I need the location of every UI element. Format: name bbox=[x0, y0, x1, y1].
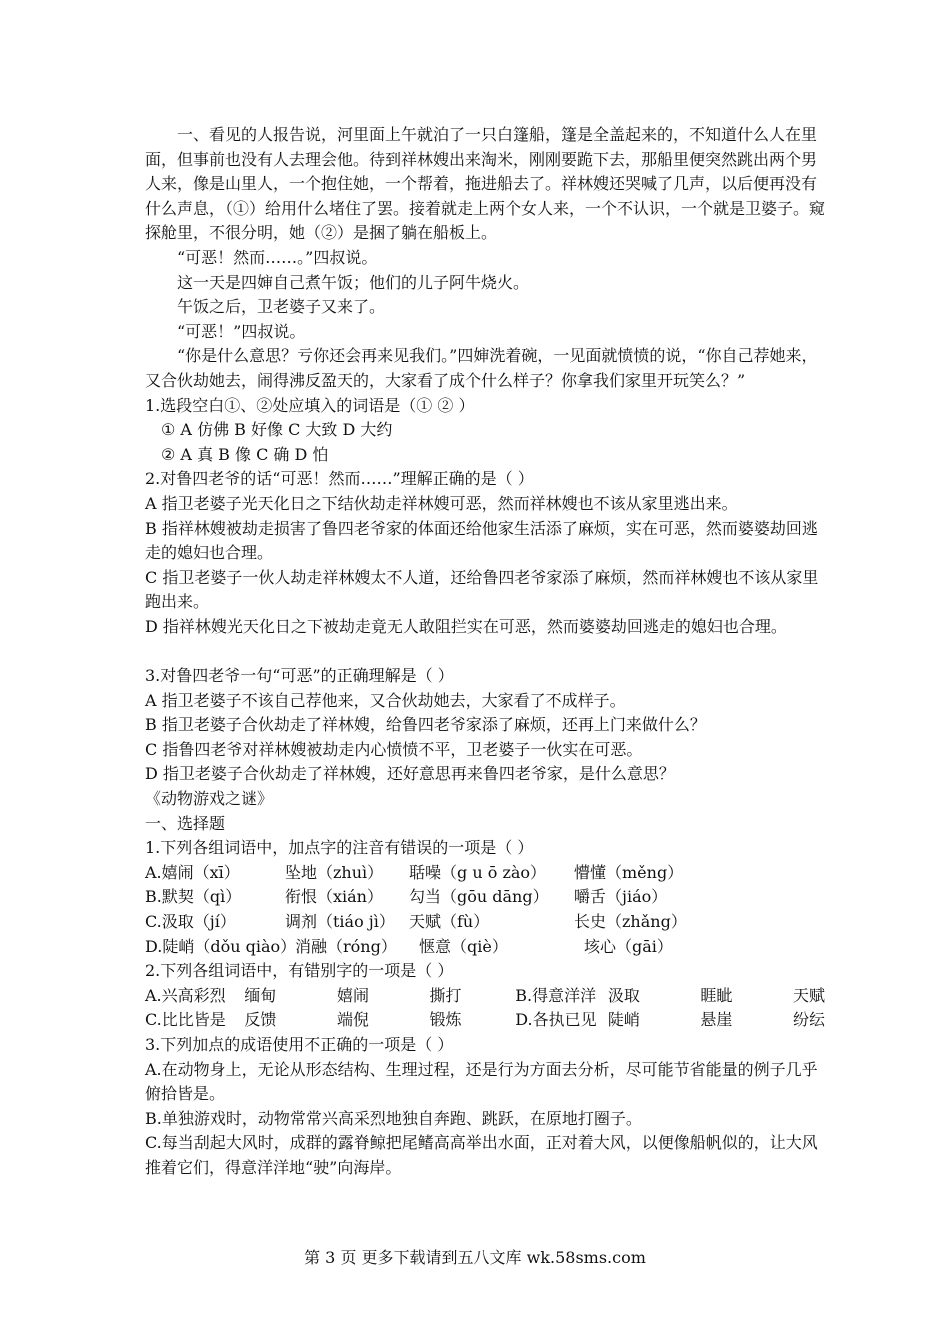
section-2-heading: 一、选择题 bbox=[145, 813, 226, 833]
pinyin-cell: A.嬉闹（xī） bbox=[145, 862, 240, 882]
word-cell: 汲取 bbox=[607, 985, 640, 1005]
pinyin-option-row bbox=[145, 935, 825, 960]
word-cell: 纷纭 bbox=[792, 1010, 825, 1030]
section-2-question-3-option-a: A.在动物身上，无论从形态结构、生理过程，还是行为方面去分析，尽可能节省能量的例子几乎俯拾皆是。 bbox=[145, 1059, 818, 1104]
question-2-option-c: C 指卫老婆子一伙人劫走祥林嫂太不人道，还给鲁四老爷家添了麻烦，然而祥林嫂也不该从家里跑出来。 bbox=[145, 567, 819, 612]
pinyin-cell: 嚼舌（jiáo） bbox=[574, 887, 668, 907]
section-2-question-3-option-b: B.单独游戏时，动物常常兴高采烈地独自奔跑、跳跃，在原地打圈子。 bbox=[145, 1108, 642, 1128]
question-2-option-d: D 指祥林嫂光天化日之下被劫走竟无人敢阻拦实在可恶，然而婆婆劫回逃走的媳妇也合理。 bbox=[145, 616, 787, 636]
pinyin-cell: 聒噪（g u ō zào） bbox=[409, 862, 547, 882]
pinyin-cell: B.默契（qì） bbox=[145, 887, 242, 907]
pinyin-cell: 垓心（gāi） bbox=[584, 936, 673, 956]
word-cell: 反馈 bbox=[244, 1010, 277, 1030]
section-2-title: 《动物游戏之谜》 bbox=[145, 789, 274, 809]
word-option-row bbox=[145, 984, 825, 1009]
word-cell: 陡峭 bbox=[607, 1010, 640, 1030]
word-cell: 天赋 bbox=[792, 985, 825, 1005]
passage-paragraph-2: “可恶！然而……。”四叔说。 bbox=[177, 247, 378, 267]
word-cell: 缅甸 bbox=[244, 985, 277, 1005]
word-cell: 悬崖 bbox=[700, 1010, 733, 1030]
question-3-option-c: C 指鲁四老爷对祥林嫂被劫走内心愤愤不平，卫老婆子一伙实在可恶。 bbox=[145, 739, 643, 759]
pinyin-cell: D.陡峭（dǒu qiào） bbox=[145, 936, 297, 956]
word-cell: 睚眦 bbox=[700, 985, 733, 1005]
pinyin-cell: 衔恨（xián） bbox=[285, 887, 383, 907]
word-cell: B.得意洋洋 bbox=[515, 985, 597, 1005]
passage-paragraph-1: 一、看见的人报告说，河里面上午就泊了一只白篷船，篷是全盖起来的，不知道什么人在里面，但事前也没有人去理会他。待到祥林嫂出来淘米，刚刚要跪下去，那船里便突然跳出两个男人来，像是山里人，一个抱住她，一个帮着，拖进船去了。祥林嫂还哭喊了几声，以后便再没有什么声息，（①）给用什么堵住了罢。接着就走上两个女人来，一个不认识，一个就是卫婆子。窥探舱里，不很分明，她（②）是捆了躺在船板上。 bbox=[145, 125, 826, 243]
passage-paragraph-4: 午饭之后，卫老婆子又来了。 bbox=[177, 297, 386, 317]
passage-paragraph-3: 这一天是四婶自己煮午饭；他们的儿子阿牛烧火。 bbox=[177, 272, 530, 292]
document-body bbox=[145, 123, 825, 1181]
pinyin-cell: 消融（róng） bbox=[295, 936, 397, 956]
section-2-question-1-stem: 1.下列各组词语中，加点字的注音有错误的一项是（ ） bbox=[145, 838, 534, 858]
section-2-question-3-stem: 3.下列加点的成语使用不正确的一项是（ ） bbox=[145, 1034, 454, 1054]
spacer bbox=[145, 639, 825, 664]
pinyin-cell: 惬意（qiè） bbox=[419, 936, 508, 956]
section-2-question-2-stem: 2.下列各组词语中，有错别字的一项是（ ） bbox=[145, 961, 454, 981]
pinyin-cell: 坠地（zhuì） bbox=[285, 862, 384, 882]
question-3-option-a: A 指卫老婆子不该自己荐他来，又合伙劫她去，大家看了不成样子。 bbox=[145, 690, 626, 710]
pinyin-cell: 勾当（gōu dāng） bbox=[409, 887, 549, 907]
section-2-question-3-option-c: C.每当刮起大风时，成群的露脊鲸把尾鳍高高举出水面，正对着大风，以便像船帆似的，让大风推着它们，得意洋洋地“驶”向海岸。 bbox=[145, 1133, 818, 1177]
question-2-option-a: A 指卫老婆子光天化日之下结伙劫走祥林嫂可恶，然而祥林嫂也不该从家里逃出来。 bbox=[145, 493, 738, 513]
pinyin-cell: 天赋（fù） bbox=[409, 912, 490, 931]
word-cell: D.各执已见 bbox=[515, 1010, 597, 1030]
question-3-option-b: B 指卫老婆子合伙劫走了祥林嫂，给鲁四老爷家添了麻烦，还再上门来做什么？ bbox=[145, 715, 706, 735]
question-3-stem: 3.对鲁四老爷一句“可恶”的正确理解是（ ） bbox=[145, 666, 454, 686]
pinyin-cell: 懵懂（měng） bbox=[574, 862, 684, 882]
question-3-option-d: D 指卫老婆子合伙劫走了祥林嫂，还好意思再来鲁四老爷家，是什么意思？ bbox=[145, 764, 675, 784]
passage-paragraph-5: “可恶！”四叔说。 bbox=[177, 321, 306, 341]
question-1-options-2: ② A 真 B 像 C 确 D 怕 bbox=[161, 444, 329, 464]
passage-paragraph-6: “你是什么意思？亏你还会再来见我们。”四婶洗着碗，一见面就愤愤的说，“你自己荐她来，又合伙劫她去，闹得沸反盈天的，大家看了成个什么样子？你拿我们家里开玩笑么？” bbox=[145, 346, 818, 390]
pinyin-cell: 长史（zhǎng） bbox=[574, 912, 687, 931]
pinyin-cell: C.汲取（jí） bbox=[145, 912, 236, 931]
question-2-stem: 2.对鲁四老爷的话“可恶！然而……”理解正确的是（ ） bbox=[145, 469, 534, 489]
question-2-option-b: B 指祥林嫂被劫走损害了鲁四老爷家的体面还给他家生活添了麻烦，实在可恶，然而婆婆劫回逃走的媳妇也合理。 bbox=[145, 518, 818, 563]
pinyin-option-row bbox=[145, 910, 825, 935]
question-1-options-1: ① A 仿佛 B 好像 C 大致 D 大约 bbox=[161, 420, 393, 440]
word-cell: 端倪 bbox=[336, 1010, 369, 1030]
pinyin-option-row bbox=[145, 885, 825, 910]
word-cell: 撕打 bbox=[429, 985, 462, 1005]
word-cell: A.兴高彩烈 bbox=[145, 985, 226, 1005]
word-cell: 锻炼 bbox=[429, 1010, 462, 1030]
page-footer: 第 3 页 更多下载请到五八文库 wk.58sms.com bbox=[304, 1248, 646, 1267]
question-1-stem: 1.选段空白①、②处应填入的词语是（① ② ） bbox=[145, 395, 475, 415]
pinyin-option-row bbox=[145, 861, 825, 886]
word-cell: 嬉闹 bbox=[336, 985, 369, 1005]
word-cell: C.比比皆是 bbox=[145, 1010, 226, 1030]
word-option-row bbox=[145, 1008, 825, 1033]
pinyin-cell: 调剂（tiáo jì） bbox=[285, 912, 395, 931]
